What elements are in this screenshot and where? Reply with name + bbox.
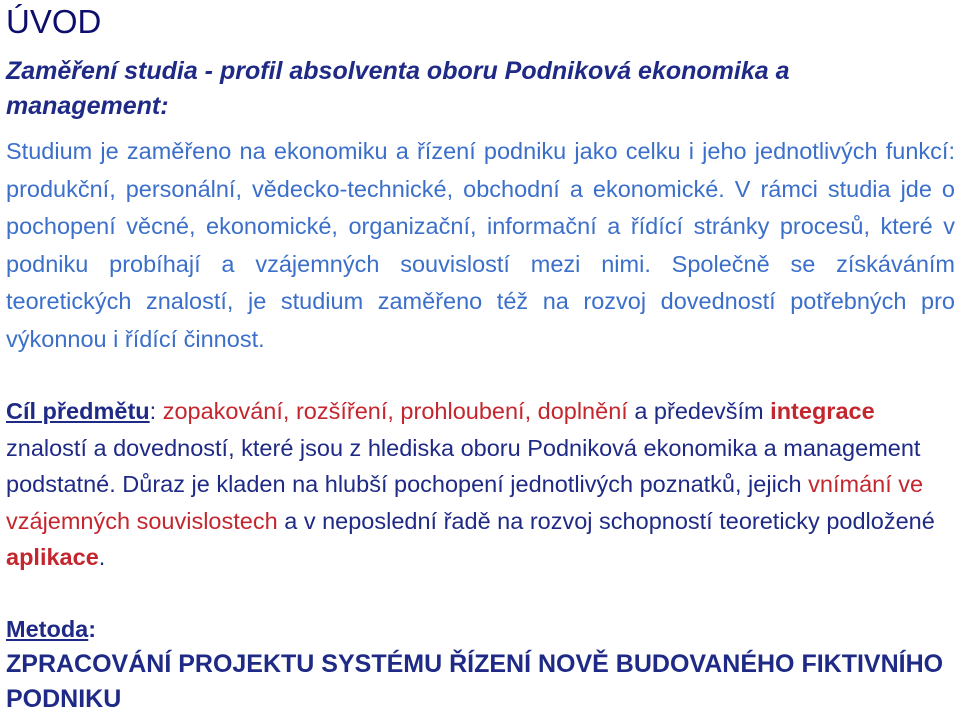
goal-vnimani: vnímání ve vzájemných souvislostech [6,471,924,534]
goal-paragraph [6,393,955,576]
goal-label: Cíl předmětu [6,398,150,424]
goal-text-3: a v neposlední řadě na rozvoj schopností teoreticky podložené [277,507,935,534]
intro-paragraph: Studium je zaměřeno na ekonomiku a řízení podniku jako celku i jeho jednotlivých funkcí: produkční, personální, vědecko-technické, obchodní a ekonomické. V rámci studia jde o pochopení věcné, ekonomické, organizační, informační a řídící stránky procesů, které v podniku probíhají a vzájemných souvislostí mezi nimi. Společně se získáváním teoretických znalostí, je studium zaměřeno též na rozvoj dovedností potřebných pro výkonnou i řídící činnost. [6,138,955,352]
goal-red-list: zopakování, rozšíření, prohloubení, doplnění [162,398,628,424]
goal-integrace: integrace [770,398,875,424]
goal-colon: : [149,398,163,424]
method-section [6,612,955,717]
method-heading [6,612,955,647]
goal-text-2: znalostí a dovedností, které jsou z hlediska oboru Podniková ekonomika a management podstatné. Důraz je kladen na hlubší pochopení jednotlivých poznatků, jejich [6,434,921,497]
method-text: ZPRACOVÁNÍ PROJEKTU SYSTÉMU ŘÍZENÍ NOVĚ BUDOVANÉHO FIKTIVNÍHO PODNIKU [6,650,944,713]
method-colon: : [88,616,97,642]
goal-text-4: . [98,544,106,570]
slide-subtitle: Zaměření studia - profil absolventa oboru Podniková ekonomika a management: [6,57,790,120]
goal-aplikace: aplikace [6,544,99,570]
method-label: Metoda [6,616,89,642]
goal-text-1: a především [627,398,771,424]
slide-title: ÚVOD [6,3,102,40]
